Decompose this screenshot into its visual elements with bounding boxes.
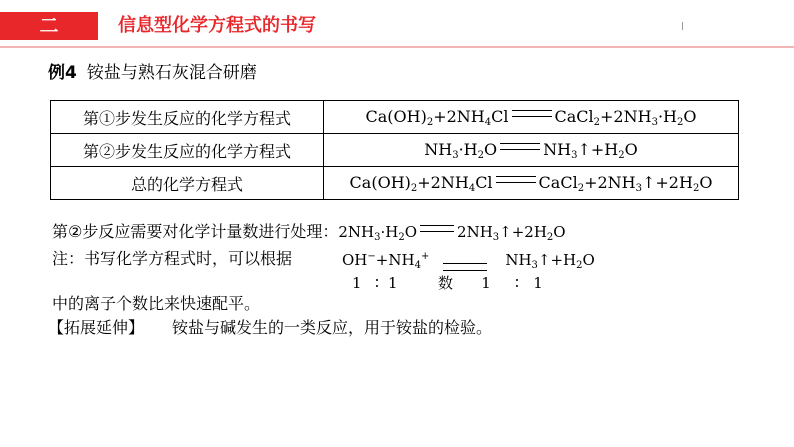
example-topic: 铵盐与熟石灰混合研磨: [86, 63, 257, 83]
ratio-value: 1: [352, 274, 362, 292]
note-line-1-text: 第②步反应需要对化学计量数进行处理：: [52, 222, 339, 241]
equation-step1: $Ca(OH)_2+2NH_4Cl$ $CaCl_2+2NH_3\cdot H_2O$: [365, 106, 697, 128]
equals-sign: [420, 225, 454, 232]
table-row: [51, 134, 739, 167]
equals-sign: [500, 143, 540, 150]
header-divider: [0, 46, 794, 48]
equals-sign: [512, 110, 552, 117]
ion-ratio-row: [352, 274, 546, 292]
row-label: 第①步发生反应的化学方程式: [51, 101, 324, 134]
equation-cell: [324, 134, 739, 167]
header-tick-mark: [682, 22, 683, 30]
note-line-4: [48, 317, 492, 339]
section-header: [0, 0, 794, 48]
equals-sign: [496, 176, 536, 183]
row-label: 总的化学方程式: [51, 167, 324, 200]
note-line-3: [52, 293, 260, 315]
ratio-note: 数: [438, 274, 454, 292]
ratio-value: 1: [533, 274, 543, 292]
table-row: [51, 167, 739, 200]
equation-table: [50, 100, 739, 200]
extension-text: 铵盐与碱发生的一类反应，用于铵盐的检验。: [172, 318, 493, 337]
equation-total: $Ca(OH)_2+2NH_4Cl$ $CaCl_2+2NH_3↑+2H_2O$: [349, 172, 713, 194]
row-label: 第②步发生反应的化学方程式: [51, 134, 324, 167]
ratio-value: 1: [481, 274, 491, 292]
section-number: 二: [39, 15, 59, 37]
ratio-value: 1: [388, 274, 398, 292]
note-line-2: [52, 248, 292, 270]
example-label: 例4: [48, 63, 77, 83]
note-line-1: [52, 221, 566, 249]
note-line-3-text: 中的离子个数比来快速配平。: [52, 294, 261, 313]
equation-cell: [324, 167, 739, 200]
table-row: [51, 101, 739, 134]
ion-equation: $OH^-+NH_4^+$ $NH_3↑+H_2O$: [342, 251, 595, 271]
section-title: 信息型化学方程式的书写: [118, 15, 316, 36]
example-heading: [48, 62, 257, 84]
extension-tag: 【拓展延伸】: [48, 318, 145, 337]
ratio-colon: ∶: [375, 274, 379, 292]
note-line-2-text: 注：书写化学方程式时，可以根据: [52, 249, 293, 268]
ratio-colon: ∶: [515, 274, 519, 292]
equation-cell: [324, 101, 739, 134]
note-equation: $2NH_3\cdot H_2O$ $2NH_3↑+2H_2O$: [338, 223, 566, 243]
equals-sign: [443, 263, 487, 271]
equation-step2: $NH_3\cdot H_2O$ $NH_3↑+H_2O$: [424, 139, 638, 161]
